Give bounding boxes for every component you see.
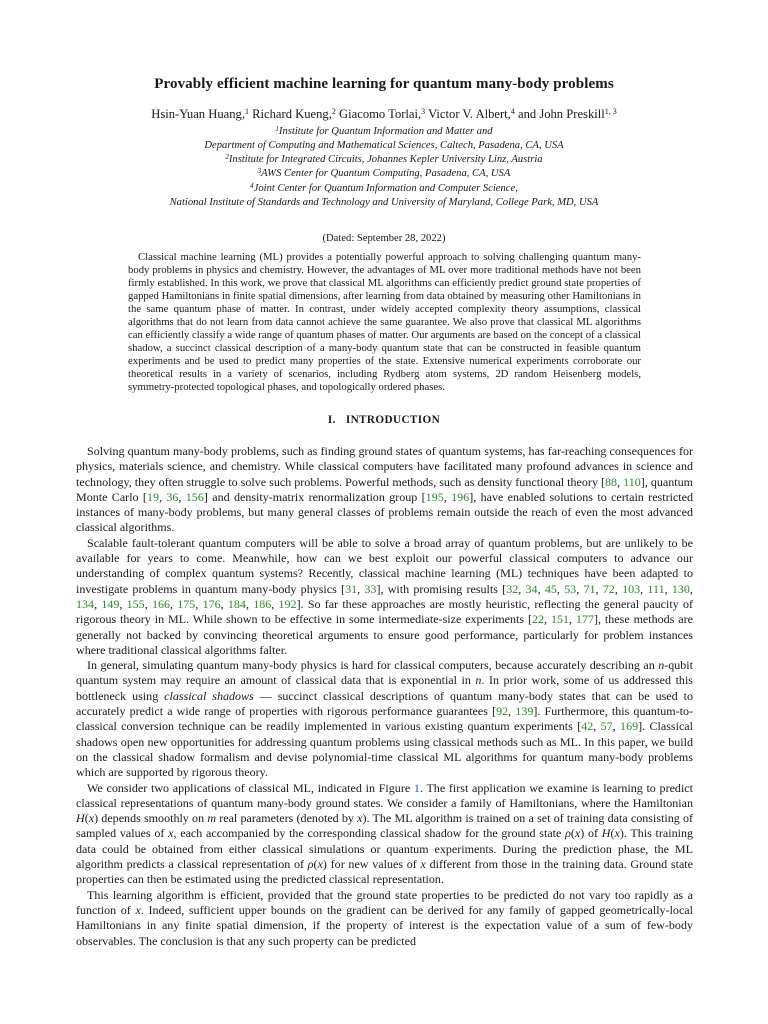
italic-text: ρ: [307, 857, 314, 872]
citation-link[interactable]: 155: [126, 596, 145, 611]
affiliation-line: $^1$Institute for Quantum Information and Matter and: [275, 124, 493, 137]
citation-link[interactable]: 88: [605, 474, 618, 489]
italic-text: x: [357, 811, 363, 826]
body-paragraph: Solving quantum many-body problems, such as finding ground states of quantum systems, has far-reaching consequences for physics, materials science, and chemistry. While classical computers have facilitated many profound advances in science and technology, they often struggle to solve such problems. Powerful methods, such as density functional theory [88, 110], quantum Monte Carlo [19, 36, 156] and density-matrix renormalization group [195, 196], have enabled solutions to certain restricted instances of many-body problems, but many general classes of problems remain outside the reach of even the most advanced classical algorithms.: [76, 444, 694, 535]
section-number: I.: [327, 414, 336, 426]
citation-link[interactable]: 139: [515, 704, 534, 719]
italic-text: H: [601, 826, 611, 841]
citation-link[interactable]: 31: [345, 581, 358, 596]
section-title: INTRODUCTION: [345, 414, 441, 426]
body-text: [76, 444, 693, 949]
affiliation-line: $^2$Institute for Integrated Circuits, Johannes Kepler University Linz, Austria: [225, 153, 543, 166]
italic-text: x: [420, 857, 426, 872]
italic-text: x: [614, 826, 620, 841]
citation-link[interactable]: 32: [506, 581, 519, 596]
author: Giacomo Torlai,$^3$: [339, 107, 426, 121]
date-line: (Dated: September 28, 2022): [322, 233, 446, 244]
affiliation-line: Department of Computing and Mathematical Sciences, Caltech, Pasadena, CA, USA: [204, 139, 564, 151]
body-paragraph: Scalable fault-tolerant quantum computers will be able to solve a broad array of quantum problems, but are unlikely to be available for years to come. Meanwhile, how can we best exploit our powerful classical computers to advance our understanding of complex quantum systems? Recently, classical machine learning (ML) techniques have been adapted to investigate problems in quantum many-body physics [31, 33], with promising results [32, 34, 45, 53, 71, 72, 103, 111, 130, 134, 149, 155, 166, 175, 176, 184, 186, 192]. So far these approaches are mostly heuristic, reflecting the general paucity of rigorous theory in ML. While shown to be effective in some intermediate-size experiments [22, 151, 177], these methods are generally not backed by convincing theoretical arguments to ensure good performance, particularly for problem instances where traditional classical algorithms falter.: [76, 535, 693, 657]
citation-link[interactable]: 130: [671, 581, 690, 596]
citation-link[interactable]: 42: [581, 719, 594, 734]
citation-link[interactable]: 156: [185, 489, 204, 504]
italic-text: n: [475, 673, 482, 688]
citation-link[interactable]: 103: [622, 581, 641, 596]
author: Richard Kueng,$^2$: [252, 107, 336, 121]
italic-text: x: [135, 902, 141, 917]
author: and John Preskill$^{1, 3}$: [517, 107, 617, 121]
section-heading: [0, 414, 768, 426]
citation-link[interactable]: 149: [101, 596, 120, 611]
body-paragraph: This learning algorithm is efficient, provided that the ground state properties to be predicted do not vary too rapidly as a function of x. Indeed, sufficient upper bounds on the gradient can be derived for any family of gapped geometrically-local Hamiltonians in any finite spatial dimension, if the property of interest is the expectation value of a sum of few-body observables. The conclusion is that any such property can be predicted: [76, 887, 693, 948]
author-affiliation-mark: 4: [510, 107, 515, 116]
author: Victor V. Albert,$^4$: [428, 107, 515, 121]
italic-text: x: [317, 857, 323, 872]
italic-text: classical shadows: [164, 688, 254, 703]
citation-link[interactable]: 192: [278, 596, 297, 611]
italic-text: H: [76, 811, 85, 826]
citation-link[interactable]: 110: [623, 474, 641, 489]
abstract: [128, 251, 641, 395]
citation-link[interactable]: 53: [564, 581, 577, 596]
italic-text: x: [168, 826, 174, 841]
author: Hsin-Yuan Huang,$^1$: [151, 107, 249, 121]
author-list: [0, 107, 768, 122]
citation-link[interactable]: 175: [177, 596, 196, 611]
citation-link[interactable]: 22: [531, 612, 545, 627]
citation-link[interactable]: 36: [166, 489, 179, 504]
affiliation-line: $^4$Joint Center for Quantum Information and Computer Science,: [250, 181, 518, 194]
italic-text: ρ: [565, 826, 571, 841]
italic-text: x: [88, 811, 95, 826]
author-affiliation-mark: 1, 3: [604, 107, 617, 116]
italic-text: n: [658, 658, 665, 673]
citation-link[interactable]: 72: [602, 581, 615, 596]
author-affiliation-mark: 1: [244, 107, 249, 116]
citation-link[interactable]: 134: [76, 596, 95, 611]
citation-link[interactable]: 151: [550, 612, 570, 627]
italic-text: x: [574, 826, 581, 841]
affiliation-line: National Institute of Standards and Technology and University of Maryland, College Park, MD, USA: [169, 196, 599, 208]
citation-link[interactable]: 33: [364, 581, 377, 596]
citation-link[interactable]: 184: [227, 596, 246, 611]
author-affiliation-mark: 3: [421, 107, 426, 116]
citation-link[interactable]: 196: [451, 489, 470, 504]
citation-link[interactable]: 177: [575, 612, 594, 627]
citation-link[interactable]: 19: [146, 489, 159, 504]
affiliation-list: [0, 125, 768, 211]
paper-title: Provably efficient machine learning for quantum many-body problems: [154, 76, 614, 92]
figure-reference-link[interactable]: 1: [413, 780, 420, 795]
citation-link[interactable]: 34: [525, 581, 538, 596]
abstract-text: Classical machine learning (ML) provides a potentially powerful approach to solving challenging quantum many-body problems in physics and chemistry. However, the advantages of ML over more traditional methods have not been firmly established. In this work, we prove that classical ML algorithms can efficiently predict ground state properties of gapped Hamiltonians in finite spatial dimensions, after learning from data obtained by measuring other Hamiltonians in the same quantum phase of matter. In contrast, under widely accepted complexity theory assumptions, classical algorithms that do not learn from data cannot achieve the same guarantee. We also prove that classical ML algorithms can efficiently classify a wide range of quantum phases of matter. Our arguments are based on the concept of a classical shadow, a succinct classical description of a many-body quantum state that can be constructed in feasible quantum experiments and be used to predict many properties of the state. Extensive numerical experiments corroborate our theoretical results in a variety of scenarios, including Rydberg atom systems, 2D random Heisenberg models, symmetry-protected topological phases, and topologically ordered phases.: [128, 250, 641, 394]
citation-link[interactable]: 57: [600, 719, 613, 734]
citation-link[interactable]: 92: [496, 704, 509, 719]
body-paragraph: We consider two applications of classical ML, indicated in Figure 1. The first application we examine is learning to predict classical representations of quantum many-body ground states. We consider a family of Hamiltonians, where the Hamiltonian H(x) depends smoothly on m real parameters (denoted by x). The ML algorithm is trained on a set of training data consisting of sampled values of x, each accompanied by the corresponding classical shadow for the ground state ρ(x) of H(x). This training data could be obtained from either classical simulations or quantum experiments. During the prediction phase, the ML algorithm predicts a classical representation of ρ(x) for new values of x different from those in the training data. Ground state properties can then be estimated using the predicted classical representation.: [76, 780, 693, 887]
citation-link[interactable]: 186: [253, 596, 272, 611]
author-affiliation-mark: 2: [331, 107, 336, 116]
citation-link[interactable]: 195: [425, 489, 444, 504]
citation-link[interactable]: 169: [620, 719, 639, 734]
italic-text: m: [207, 811, 217, 826]
citation-link[interactable]: 176: [202, 596, 221, 611]
citation-link[interactable]: 71: [583, 581, 596, 596]
body-paragraph: In general, simulating quantum many-body physics is hard for classical computers, because accurately describing an n-qubit quantum system may require an amount of classical data that is exponential in n. In prior work, some of us addressed this bottleneck using classical shadows — succinct classical descriptions of quantum many-body states that can be used to accurately predict a wide range of properties with rigorous performance guarantees [92, 139]. Furthermore, this quantum-to-classical conversion technique can be readily implemented in various existing quantum experiments [42, 57, 169]. Classical shadows open new opportunities for addressing quantum problems using classical methods such as ML. In this paper, we build on the classical shadow formalism and devise polynomial-time classical ML algorithms for quantum many-body problems which are supported by rigorous theory.: [76, 658, 693, 780]
citation-link[interactable]: 166: [151, 596, 171, 611]
citation-link[interactable]: 111: [647, 581, 665, 596]
citation-link[interactable]: 45: [544, 581, 557, 596]
affiliation-line: $^3$AWS Center for Quantum Computing, Pasadena, CA, USA: [257, 167, 511, 180]
